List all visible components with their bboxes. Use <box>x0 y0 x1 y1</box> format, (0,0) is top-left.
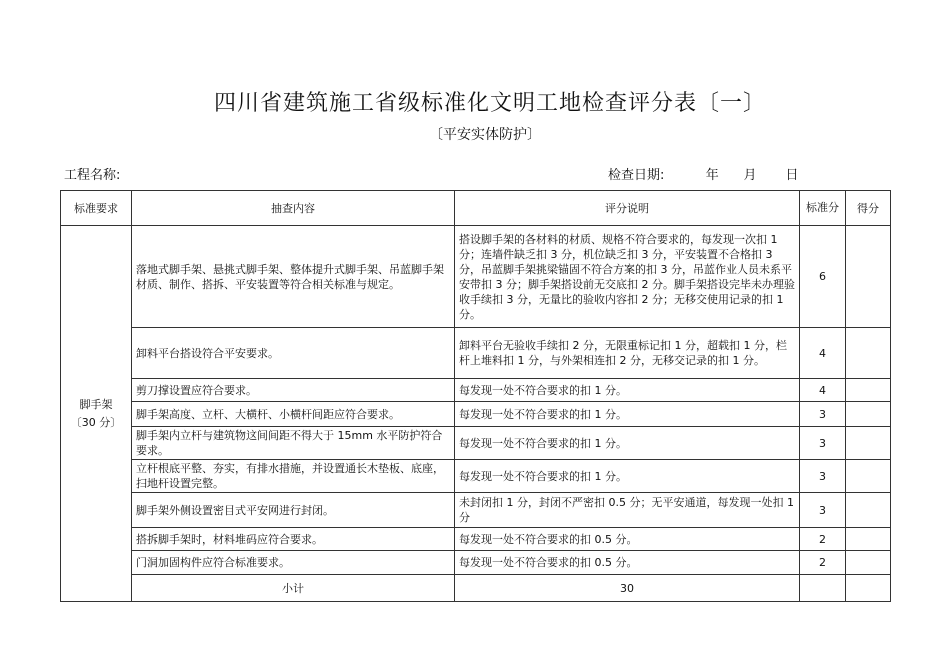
row-score-cell[interactable] <box>846 226 891 328</box>
table-row <box>61 328 891 379</box>
date-year: 年 <box>705 168 719 183</box>
row-standard-score: 4 <box>800 328 846 379</box>
row-description: 卸料平台无验收手续扣 2 分，无限重标记扣 1 分，超载扣 1 分，栏杆上堆料扣 1 分，与外架相连扣 2 分，无移交记录的扣 1 分。 <box>455 328 800 379</box>
inspection-date <box>608 164 799 183</box>
row-score-cell[interactable] <box>846 328 891 379</box>
header-score: 得分 <box>846 191 891 226</box>
row-content: 脚手架高度、立杆、大横杆、小横杆间距应符合要求。 <box>132 402 455 427</box>
table-row <box>61 493 891 528</box>
row-score-cell[interactable] <box>846 460 891 493</box>
row-standard-score: 6 <box>800 226 846 328</box>
subtotal-standard-blank <box>800 575 846 602</box>
category-points: 〔30 分〕 <box>70 415 122 429</box>
row-standard-score: 2 <box>800 551 846 575</box>
header-content: 抽查内容 <box>132 191 455 226</box>
project-name-label: 工程名称: <box>64 168 121 183</box>
table-row <box>61 379 891 402</box>
row-description: 每发现一处不符合要求的扣 0.5 分。 <box>455 528 800 551</box>
table-row <box>61 402 891 427</box>
row-standard-score: 3 <box>800 402 846 427</box>
row-content: 落地式脚手架、悬挑式脚手架、整体提升式脚手架、吊蓝脚手架材质、制作、搭拆、平安装置等符合相关标准与规定。 <box>132 226 455 328</box>
category-cell <box>61 226 132 602</box>
row-standard-score: 2 <box>800 528 846 551</box>
row-content: 卸料平台搭设符合平安要求。 <box>132 328 455 379</box>
header-description: 评分说明 <box>455 191 800 226</box>
table-row <box>61 226 891 328</box>
table-row <box>61 427 891 460</box>
row-standard-score: 3 <box>800 493 846 528</box>
header-requirement: 标准要求 <box>61 191 132 226</box>
score-table <box>60 190 891 602</box>
table-row <box>61 551 891 575</box>
row-content: 立杆根底平整、夯实，有排水措施，并设置通长木垫板、底座，扫地杆设置完整。 <box>132 460 455 493</box>
row-description: 每发现一处不符合要求的扣 1 分。 <box>455 460 800 493</box>
row-standard-score: 4 <box>800 379 846 402</box>
row-score-cell[interactable] <box>846 379 891 402</box>
row-description: 每发现一处不符合要求的扣 1 分。 <box>455 402 800 427</box>
row-content: 剪刀撑设置应符合要求。 <box>132 379 455 402</box>
table-header-row <box>61 191 891 226</box>
row-standard-score: 3 <box>800 460 846 493</box>
row-content: 脚手架内立杆与建筑物这间间距不得大于 15mm 水平防护符合要求。 <box>132 427 455 460</box>
page-title: 四川省建筑施工省级标准化文明工地检查评分表〔一〕 <box>213 91 766 116</box>
row-content: 脚手架外侧设置密目式平安网进行封闭。 <box>132 493 455 528</box>
row-score-cell[interactable] <box>846 493 891 528</box>
page-subtitle: 〔平安实体防护〕 <box>429 127 541 143</box>
subtotal-row <box>61 575 891 602</box>
row-description: 搭设脚手架的各材料的材质、规格不符合要求的，每发现一次扣 1 分；连墙件缺乏扣 3 分，机位缺乏扣 3 分，平安装置不合格扣 3 分，吊蓝脚手架挑梁锚固不符合方案的扣 3 分，吊蓝作业人员未系平安带扣 3 分；脚手架搭设前无交底扣 2 分。脚手架搭设完毕未办理验收手续扣 3 分，无量比的验收内容扣 2 分；无移交使用记录的扣 1 分。 <box>455 226 800 328</box>
date-label: 检查日期: <box>608 168 665 183</box>
row-description: 每发现一处不符合要求的扣 1 分。 <box>455 379 800 402</box>
row-standard-score: 3 <box>800 427 846 460</box>
table-row <box>61 528 891 551</box>
date-day: 日 <box>785 168 799 183</box>
subtotal-value: 30 <box>455 575 800 602</box>
row-description: 未封闭扣 1 分，封闭不严密扣 0.5 分；无平安通道，每发现一处扣 1 分 <box>455 493 800 528</box>
row-score-cell[interactable] <box>846 528 891 551</box>
category-name: 脚手架 <box>79 397 113 411</box>
row-description: 每发现一处不符合要求的扣 1 分。 <box>455 427 800 460</box>
row-score-cell[interactable] <box>846 427 891 460</box>
date-month: 月 <box>743 168 757 183</box>
subtotal-score-cell[interactable] <box>846 575 891 602</box>
row-content: 搭拆脚手架时，材料堆码应符合要求。 <box>132 528 455 551</box>
row-description: 每发现一处不符合要求的扣 0.5 分。 <box>455 551 800 575</box>
row-score-cell[interactable] <box>846 402 891 427</box>
table-row <box>61 460 891 493</box>
row-score-cell[interactable] <box>846 551 891 575</box>
subtotal-label: 小计 <box>132 575 455 602</box>
header-standard-score: 标准分 <box>800 191 846 226</box>
row-content: 门洞加固构件应符合标准要求。 <box>132 551 455 575</box>
